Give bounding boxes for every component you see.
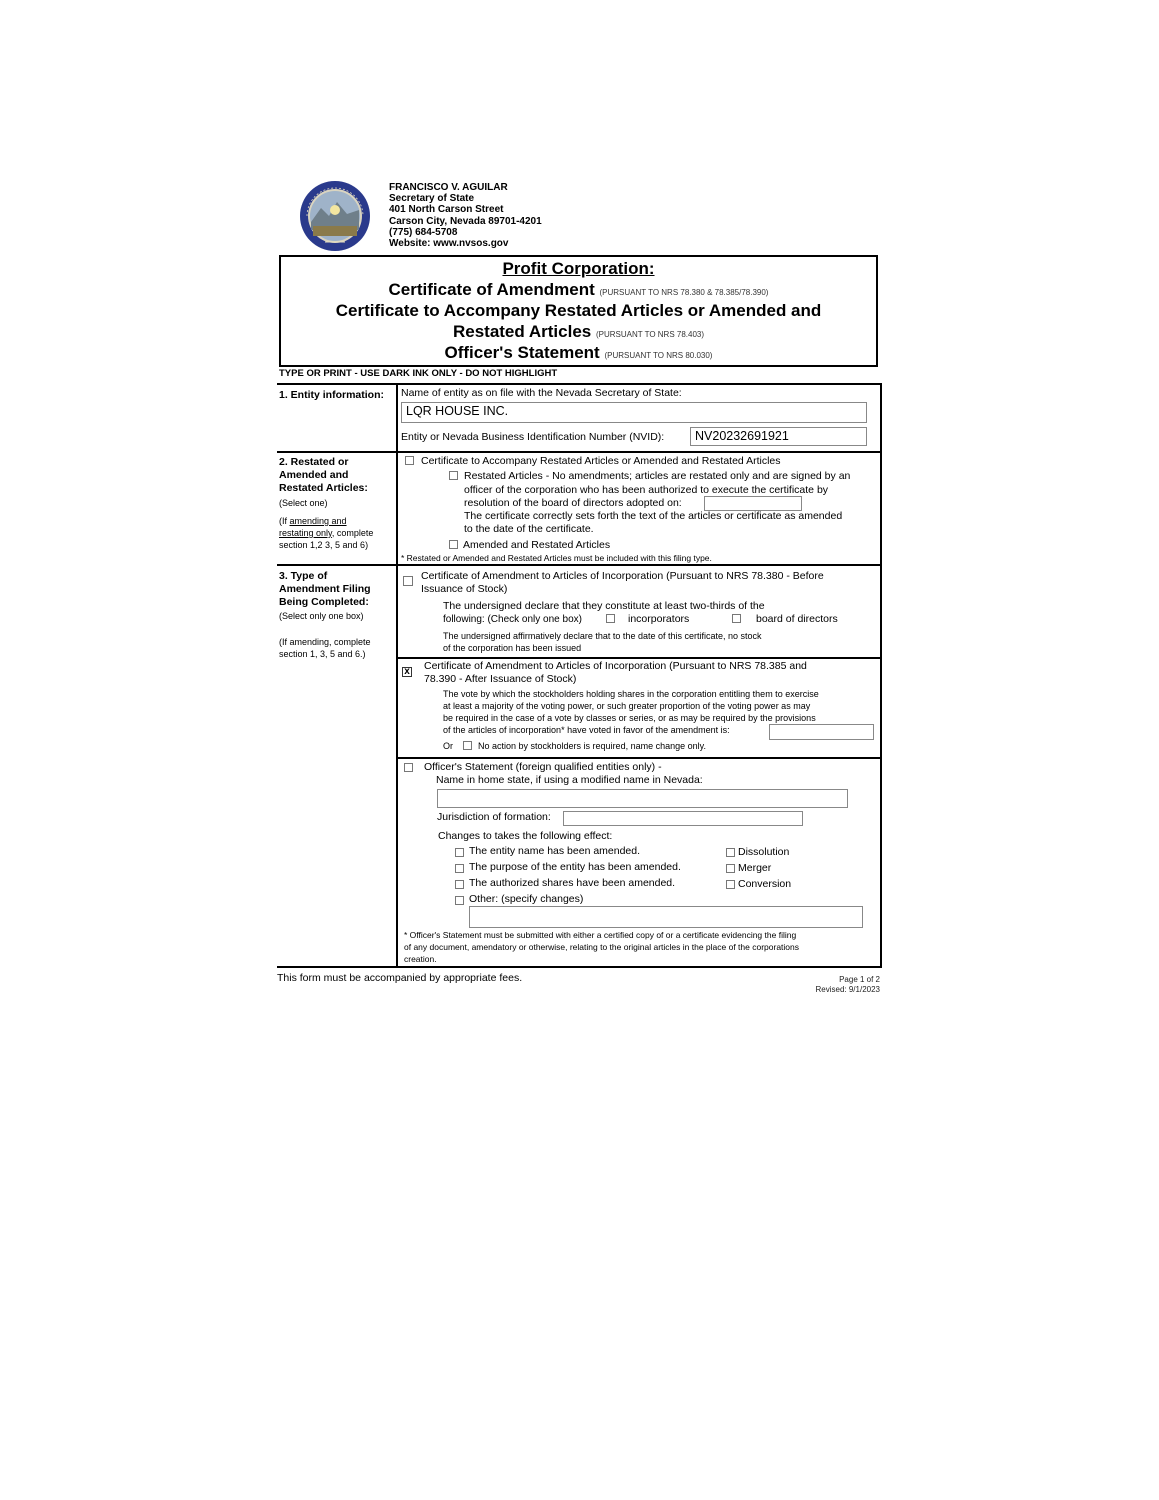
grid-top-line [277, 383, 882, 385]
entity-name-label: Name of entity as on file with the Nevada Secretary of State: [401, 387, 682, 399]
before-issuance-line1: Certificate of Amendment to Articles of Incorporation (Pursuant to NRS 78.380 - Before [421, 570, 824, 582]
website[interactable]: Website: www.nvsos.gov [389, 238, 509, 250]
grid-column-divider [396, 383, 398, 966]
grid-line-officer [396, 757, 882, 759]
secretary-name: FRANCISCO V. AGUILAR [389, 182, 508, 193]
grid-line-section2 [277, 451, 882, 453]
vote-percentage-field[interactable] [769, 724, 874, 740]
section3-note-line1: (If amending, complete [279, 637, 371, 647]
incorporators-checkbox[interactable] [606, 614, 615, 623]
no-action-label: No action by stockholders is required, name change only. [478, 741, 706, 751]
city-address: Carson City, Nevada 89701-4201 [389, 215, 542, 227]
title-officers-statement: Officer's Statement (PURSUANT TO NRS 80.030) [444, 343, 713, 362]
restated-articles-line3: resolution of the board of directors adopted on: [464, 497, 682, 509]
secretary-of-state-address [389, 182, 542, 249]
nevada-state-seal [299, 180, 371, 252]
page-info [810, 975, 880, 995]
restated-articles-checkbox[interactable] [449, 471, 458, 480]
entity-name-amended-checkbox[interactable] [455, 848, 464, 857]
or-label: Or [443, 741, 453, 751]
jurisdiction-label: Jurisdiction of formation: [437, 811, 551, 823]
amended-restated-checkbox[interactable] [449, 540, 458, 549]
dissolution-checkbox[interactable] [726, 848, 735, 857]
shares-amended-label: The authorized shares have been amended. [469, 877, 676, 889]
section1-label: 1. Entity information: [279, 389, 384, 401]
section2-footnote: * Restated or Amended and Restated Articles must be included with this filing type. [401, 553, 712, 563]
entity-name-amended-label: The entity name has been amended. [469, 845, 641, 857]
officers-statement-label: Officer's Statement (foreign qualified entities only) - [424, 761, 662, 773]
nvid-field[interactable]: NV20232691921 [690, 427, 867, 446]
purpose-amended-label: The purpose of the entity has been amended. [469, 861, 681, 873]
title-profit-corporation: Profit Corporation: [502, 259, 655, 278]
fees-notice: This form must be accompanied by appropriate fees. [277, 972, 523, 984]
before-issuance-line2: Issuance of Stock) [421, 583, 508, 595]
incorporators-label: incorporators [628, 613, 690, 625]
home-state-name-field[interactable] [437, 789, 848, 808]
section2-label-line2: Amended and [279, 469, 349, 481]
section2-note-line1: (If amending and [279, 516, 347, 526]
purpose-amended-checkbox[interactable] [455, 864, 464, 873]
other-changes-label: Other: (specify changes) [469, 893, 584, 905]
officer-note-line2: of any document, amendatory or otherwise, relating to the original articles in the place of the corporations [404, 942, 799, 952]
dissolution-label: Dissolution [738, 846, 790, 858]
secretary-title: Secretary of State [389, 193, 475, 205]
accompany-restated-checkbox[interactable] [405, 456, 414, 465]
restated-articles-line4: The certificate correctly sets forth the text of the articles or certificate as amended [464, 510, 843, 522]
restated-articles-line1: Restated Articles - No amendments; articles are restated only and are signed by an [464, 470, 851, 482]
section3-label-line3: Being Completed: [279, 596, 369, 608]
amended-restated-label: Amended and Restated Articles [463, 539, 611, 551]
conversion-label: Conversion [738, 878, 792, 890]
section2-select-one: (Select one) [279, 498, 328, 508]
entity-name-field[interactable]: LQR HOUSE INC. [401, 402, 867, 423]
jurisdiction-field[interactable] [563, 811, 803, 826]
declare-line2: following: (Check only one box) [443, 614, 582, 625]
no-action-checkbox[interactable] [463, 741, 472, 750]
declare-line1: The undersigned declare that they constitute at least two-thirds of the [443, 600, 765, 612]
officer-note-line3: creation. [404, 954, 437, 964]
changes-label: Changes to takes the following effect: [438, 830, 613, 842]
grid-bottom-line [277, 966, 882, 968]
section2-note-line3: section 1,2 3, 5 and 6) [279, 540, 369, 550]
board-resolution-date-field[interactable] [704, 496, 802, 511]
board-of-directors-label: board of directors [756, 613, 838, 625]
officers-statement-checkbox[interactable] [404, 763, 413, 772]
after-issuance-line2: 78.390 - After Issuance of Stock) [424, 673, 577, 685]
accompany-restated-label: Certificate to Accompany Restated Articles or Amended and Restated Articles [421, 455, 781, 467]
revised-date: Revised: 9/1/2023 [815, 985, 880, 994]
after-issuance-checkbox[interactable]: x [402, 667, 412, 677]
conversion-checkbox[interactable] [726, 880, 735, 889]
home-state-name-label: Name in home state, if using a modified name in Nevada: [436, 774, 703, 786]
section2-label-line1: 2. Restated or [279, 456, 349, 468]
affirm-line1: The undersigned affirmatively declare that to the date of this certificate, no stock [443, 631, 762, 641]
ink-instruction: TYPE OR PRINT - USE DARK INK ONLY - DO NOT HIGHLIGHT [279, 368, 558, 379]
merger-label: Merger [738, 862, 772, 874]
section3-note-line2: section 1, 3, 5 and 6.) [279, 649, 366, 659]
page-number: Page 1 of 2 [839, 975, 880, 984]
title-certificate-to-accompany: Certificate to Accompany Restated Articles or Amended and [335, 301, 822, 320]
merger-checkbox[interactable] [726, 864, 735, 873]
section3-label-line2: Amendment Filing [279, 583, 371, 595]
affirm-line2: of the corporation has been issued [443, 643, 582, 653]
other-changes-field[interactable] [469, 906, 863, 928]
grid-line-after-issuance [396, 657, 882, 659]
title-restated-articles: Restated Articles (PURSUANT TO NRS 78.403) [452, 322, 705, 341]
vote-line3: be required in the case of a vote by classes or series, or as may be required by the provisions [443, 713, 816, 723]
nvid-label: Entity or Nevada Business Identification Number (NVID): [401, 431, 665, 443]
grid-right-border [880, 383, 882, 966]
shares-amended-checkbox[interactable] [455, 880, 464, 889]
street-address: 401 North Carson Street [389, 204, 504, 216]
board-of-directors-checkbox[interactable] [732, 614, 741, 623]
restated-articles-line5: to the date of the certificate. [464, 523, 594, 535]
section3-select-one: (Select only one box) [279, 611, 364, 621]
section2-note-line2: restating only, complete [279, 528, 374, 538]
section3-label-line1: 3. Type of [279, 570, 328, 582]
vote-line2: at least a majority of the voting power, or such greater proportion of the voting power as may [443, 701, 811, 711]
title-certificate-of-amendment: Certificate of Amendment (PURSUANT TO NRS 78.380 & 78.385/78.390) [388, 280, 769, 299]
restated-articles-line2: officer of the corporation who has been authorized to execute the certificate by [464, 484, 829, 496]
vote-line1: The vote by which the stockholders holding shares in the corporation entitling them to exercise [443, 689, 819, 699]
other-changes-checkbox[interactable] [455, 896, 464, 905]
before-issuance-checkbox[interactable] [403, 576, 413, 586]
after-issuance-line1: Certificate of Amendment to Articles of Incorporation (Pursuant to NRS 78.385 and [424, 660, 807, 672]
form-title-box [279, 255, 878, 367]
vote-line4: of the articles of incorporation* have voted in favor of the amendment is: [443, 725, 730, 735]
phone-number: (775) 684-5708 [389, 226, 458, 238]
officer-note-line1: * Officer's Statement must be submitted with either a certified copy of or a certificate evidencing the filing [404, 930, 797, 940]
section2-label-line3: Restated Articles: [279, 482, 368, 494]
